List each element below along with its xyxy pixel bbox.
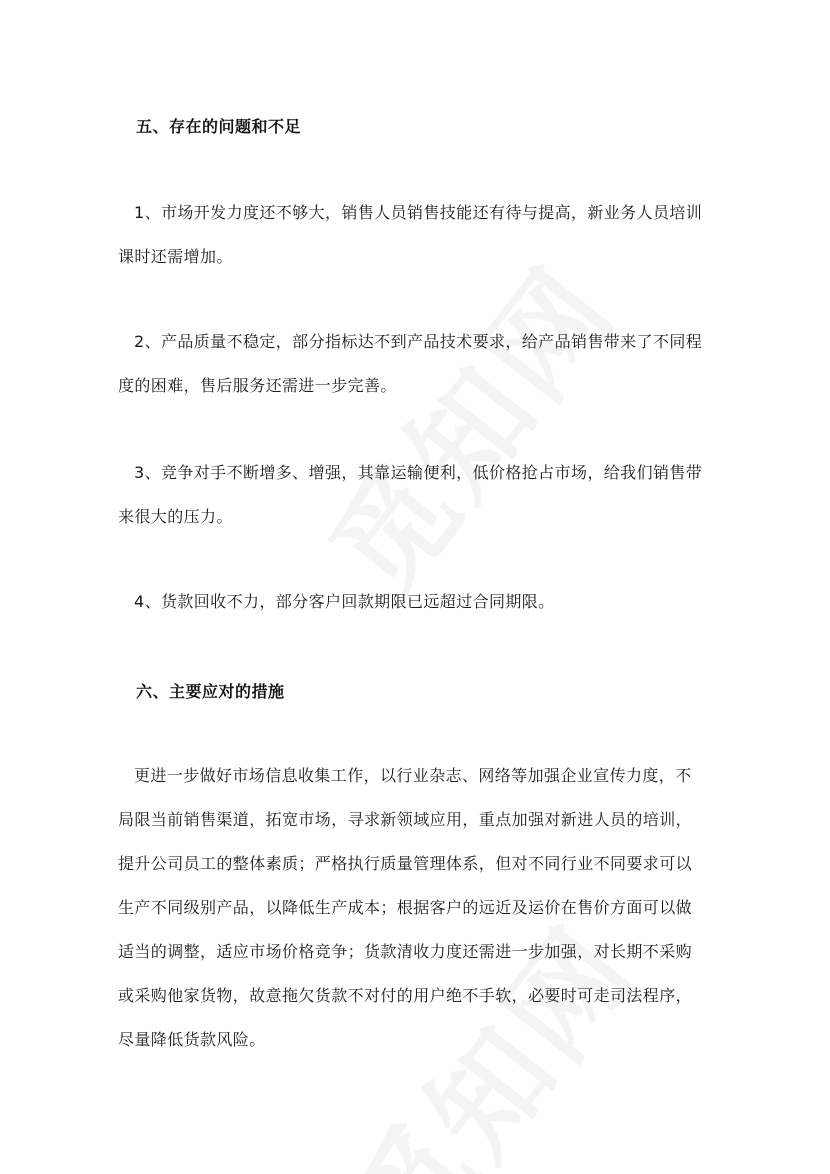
problem-item-3: [118, 451, 718, 539]
paragraph-line: 尽量降低货款风险。: [118, 1030, 266, 1049]
paragraph-line: 局限当前销售渠道，拓宽市场，寻求新领域应用，重点加强对新进人员的培训，: [118, 810, 693, 829]
paragraph-line: 更进一步做好市场信息收集工作，以行业杂志、网络等加强企业宣传力度，不: [134, 766, 692, 785]
paragraph-line: 适当的调整，适应市场价格竞争；货款清收力度还需进一步加强，对长期不采购: [118, 942, 693, 961]
paragraph-line: 来很大的压力。: [118, 507, 233, 526]
watermark: [285, 226, 648, 624]
section-heading-problems: 五、存在的问题和不足: [136, 117, 302, 136]
problem-item-2: [118, 320, 718, 408]
paragraph-line: 生产不同级别产品，以降低生产成本；根据客户的远近及运价在售价方面可以做: [118, 898, 693, 917]
paragraph-line: 度的困难，售后服务还需进一步完善。: [118, 376, 397, 395]
section-heading-measures: 六、主要应对的措施: [136, 682, 285, 701]
measures-paragraph: [118, 754, 718, 1062]
paragraph-line: 课时还需增加。: [118, 247, 233, 266]
problem-item-1: [118, 191, 718, 279]
paragraph-line: 4、货款回收不力，部分客户回款期限已远超过合同期限。: [134, 592, 555, 611]
problem-item-4: [118, 580, 718, 624]
paragraph-line: 3、竞争对手不断增多、增强，其靠运输便利，低价格抢占市场，给我们销售带: [134, 463, 703, 482]
paragraph-line: 或采购他家货物，故意拖欠货款不对付的用户绝不手软，必要时可走司法程序，: [118, 986, 693, 1005]
paragraph-line: 2、产品质量不稳定，部分指标达不到产品技术要求，给产品销售带来了不同程: [134, 332, 703, 351]
paragraph-line: 1、市场开发力度还不够大，销售人员销售技能还有待与提高，新业务人员培训: [134, 203, 703, 222]
paragraph-line: 提升公司员工的整体素质；严格执行质量管理体系，但对不同行业不同要求可以: [118, 854, 693, 873]
